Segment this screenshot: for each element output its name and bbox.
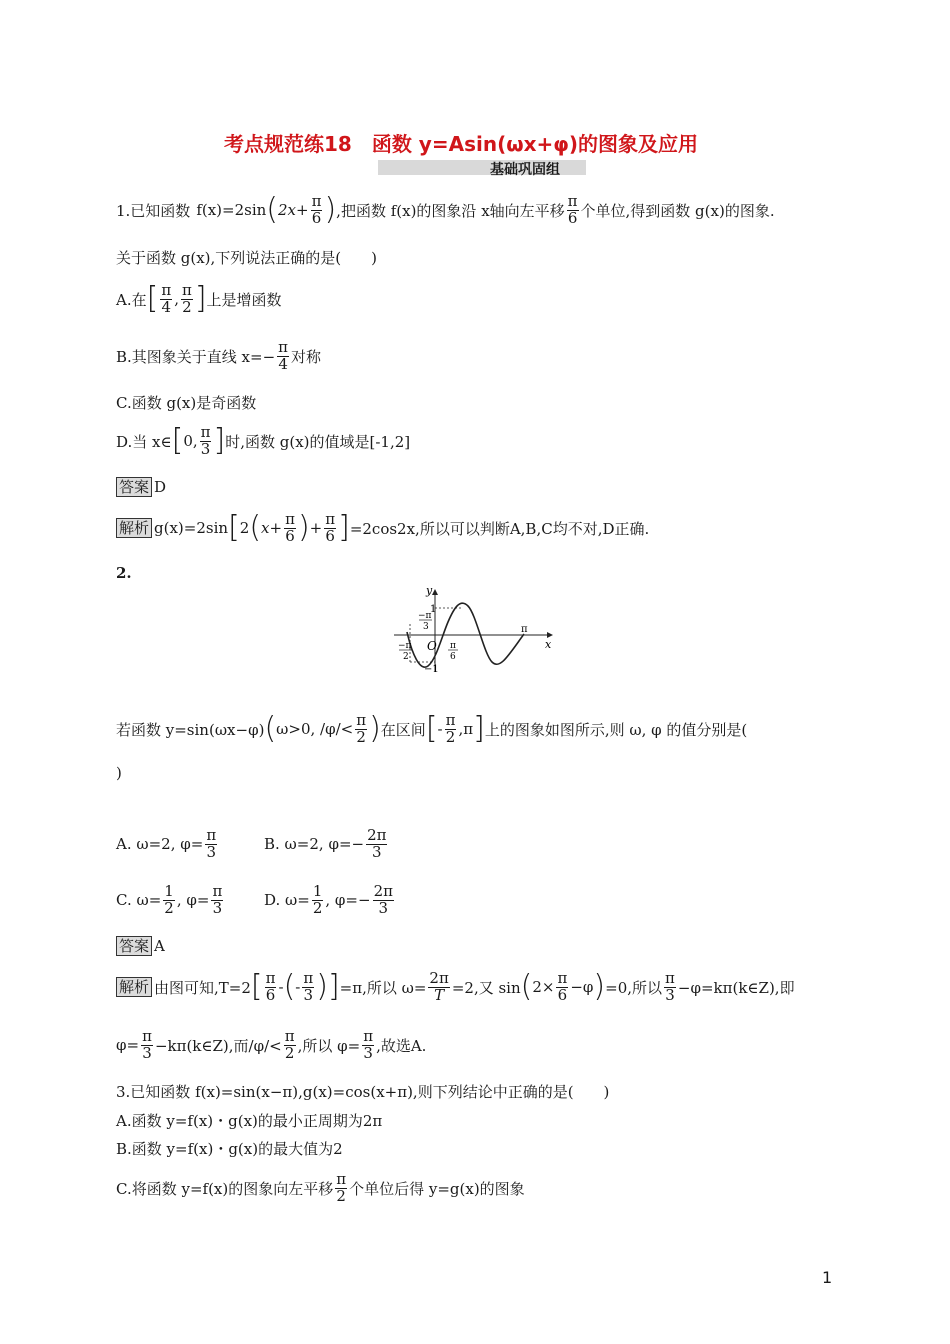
q2-stem-mid: 在区间 (380, 720, 426, 739)
q1-an-post: =2cos2x,所以可以判断A,B,C均不对,D正确. (349, 519, 650, 538)
frac-pi3: $\frac{\pi}{3}$ (363, 1026, 374, 1062)
q1-optA-pre: A.在 (116, 290, 147, 309)
paren-open: ( (264, 711, 277, 746)
q1-an-2: 2 (239, 519, 250, 537)
frac-pi2: $\frac{\pi}{2}$ (336, 1169, 347, 1205)
page-number: 1 (822, 1268, 833, 1287)
frac-pi3: $\frac{\pi}{3}$ (303, 968, 314, 1004)
q2-stem: 若函数 y=sin(ωx−φ) ( ω>0, /φ/< $\frac{\pi}{2}$ ) 在区间 [ - $\frac{\pi}{2}$ ,π ] 上的图象如图所示,则 ω, φ 的值分别是( (116, 710, 748, 746)
frac-pi6: $\frac{\pi}{6}$ (265, 968, 276, 1004)
answer-value: A (154, 937, 165, 955)
q2-stem-pre: 若函数 y=sin(ωx−φ) (116, 720, 265, 739)
q1-option-a: A.在 [ $\frac{\pi}{4}$ , $\frac{\pi}{2}$ ] 上是增函数 (116, 280, 282, 316)
q1-an-x: x+ (261, 519, 283, 537)
q2-number: 2. (116, 564, 132, 582)
neg-one-label: −1 (424, 664, 439, 675)
pi-label: π (521, 624, 528, 635)
pi6-den: 6 (450, 652, 456, 662)
bracket-open: [ (250, 969, 263, 1004)
neg-pi3-den: 3 (423, 622, 429, 632)
one-label: 1 (430, 604, 437, 615)
paren-open: ( (520, 969, 533, 1004)
paren-open: ( (283, 969, 296, 1004)
frac-pi2: $\frac{\pi}{2}$ (356, 710, 367, 746)
frac-pi2: $\frac{\pi}{2}$ (284, 1026, 295, 1062)
subtitle: 基础巩固组 (490, 162, 560, 178)
q2-analysis-line1: 解析 由图可知,T=2 [ $\frac{\pi}{6}$ - ( - $\frac{\pi}{3}$ ) ] =π,所以 ω= $\frac{2\pi}{T}$ =2,又 sin ( 2× $\frac{\pi}{6}$ −φ ) =0,所以 $\frac{\pi}{3}$ −φ=kπ(k∈Z),即 (116, 962, 795, 1012)
bracket-open: [ (171, 423, 184, 458)
frac-pi3: $\frac{\pi}{3}$ (206, 825, 217, 861)
frac-half: $\frac{1}{2}$ (164, 881, 174, 917)
q2-stem-post: 上的图象如图所示,则 ω, φ 的值分别是( (484, 720, 748, 739)
bracket-open: [ (146, 281, 159, 316)
paren-open: ( (266, 192, 279, 227)
bracket-close: ] (338, 510, 350, 545)
q1-an-plus: + (309, 519, 323, 537)
frac-pi2: $\frac{\pi}{2}$ (181, 280, 192, 316)
q2-option-a (116, 822, 219, 866)
paren-close: ) (297, 510, 310, 545)
q2-optD-mid: , φ=− (325, 891, 371, 909)
bracket-open: [ (425, 711, 438, 746)
pi6-num: π (450, 641, 456, 651)
analysis-tag: 解析 (116, 518, 152, 538)
neg-pi2-num: −π (398, 641, 412, 651)
frac-2pi-T: $\frac{2\pi}{T}$ (429, 968, 449, 1004)
frac-pi4: $\frac{\pi}{4}$ (161, 280, 172, 316)
q1-lead: 1.已知函数 (116, 201, 191, 220)
frac-2pi3: $\frac{2\pi}{3}$ (373, 881, 393, 917)
frac-pi6: $\frac{\pi}{6}$ (557, 968, 568, 1004)
q1-answer (116, 477, 166, 497)
answer-value: D (154, 478, 167, 496)
q1-optD-zero: 0, (183, 432, 198, 450)
q2-option-b (264, 822, 389, 866)
q2-an-mid2: =2,又 sin (451, 978, 521, 997)
frac-pi4-b: $\frac{\pi}{4}$ (278, 337, 289, 373)
q2-an2-post: ,故选A. (376, 1036, 427, 1055)
paren-close: ) (369, 711, 381, 746)
frac-pi6: $\frac{\pi}{6}$ (311, 191, 322, 227)
q1-analysis (116, 504, 649, 552)
q1-stem-line1 (116, 187, 775, 233)
paren-close: ) (593, 969, 606, 1004)
frac-pi3: $\frac{\pi}{3}$ (212, 881, 223, 917)
q2-an-mid3: =0,所以 (605, 978, 663, 997)
q2-an2-phi: φ= (116, 1036, 140, 1054)
frac-pi6-a: $\frac{\pi}{6}$ (285, 509, 295, 545)
sine-graph (390, 584, 560, 676)
bracket-close: ] (473, 711, 485, 746)
q1-optA-post: 上是增函数 (206, 290, 282, 309)
q2-an-pre: 由图可知,T=2 (154, 978, 251, 997)
y-label: y (426, 584, 433, 597)
q2-answer (116, 936, 165, 956)
analysis-tag: 解析 (116, 977, 152, 997)
q3-option-a: A.函数 y=f(x)・g(x)的最小正周期为2π (116, 1112, 383, 1130)
paren-close: ) (316, 969, 328, 1004)
q1-option-d (116, 418, 410, 464)
q1-optD-post: 时,函数 g(x)的值域是[-1,2] (225, 432, 411, 451)
q1-func: f(x)=2sin (196, 201, 267, 219)
q2-an-inner2: −φ (570, 978, 594, 996)
q2-an-inner: 2× (532, 978, 555, 996)
q2-optA-label: A. ω=2, φ= (116, 835, 204, 853)
q3-option-b: B.函数 y=f(x)・g(x)的最大值为2 (116, 1140, 343, 1158)
q3-option-c (116, 1166, 525, 1210)
frac-half: $\frac{1}{2}$ (312, 881, 323, 917)
frac-pi6-b: $\frac{\pi}{6}$ (325, 509, 336, 545)
page-title: 考点规范练18 函数 y=Asin(ωx+φ)的图象及应用 (224, 132, 699, 156)
frac-2pi3: $\frac{2\pi}{3}$ (367, 825, 387, 861)
q1-optD-pre: D.当 x∈ (116, 432, 172, 451)
q2-an2-mid: −kπ(k∈Z),而/φ/< (154, 1036, 282, 1055)
q2-optC-label: C. ω= (116, 891, 162, 909)
frac-pi3: $\frac{\pi}{3}$ (142, 1026, 152, 1062)
q2-an2-mid2: ,所以 φ= (297, 1036, 361, 1055)
q3-optC-pre: C.将函数 y=f(x)的图象向左平移 (116, 1179, 334, 1198)
frac-pi3: $\frac{\pi}{3}$ (200, 422, 211, 458)
q3-stem: 3.已知函数 f(x)=sin(x−π),g(x)=cos(x+π),则下列结论中正确的是( ) (116, 1083, 610, 1101)
q2-analysis-line2 (116, 1022, 426, 1068)
answer-tag: 答案 (116, 477, 152, 497)
q1-an-pre: g(x)=2sin (154, 519, 229, 537)
neg-pi3-num: −π (418, 611, 432, 621)
q2-stem-int-pi: ,π (458, 720, 474, 738)
answer-tag: 答案 (116, 936, 152, 956)
frac-shift: $\frac{\pi}{6}$ (567, 191, 578, 227)
q2-stem-cond: ω>0, /φ/< (276, 720, 354, 738)
q2-an-mid1: =π,所以 ω= (339, 978, 427, 997)
paren-close: ) (324, 192, 337, 227)
q2-option-c (116, 878, 225, 922)
frac-pi3: $\frac{\pi}{3}$ (665, 968, 675, 1004)
q2-optC-mid: , φ= (176, 891, 210, 909)
neg-pi2-den: 2 (403, 652, 409, 662)
bracket-close: ] (213, 423, 226, 458)
x-label: x (545, 638, 552, 651)
q2-option-d (264, 878, 396, 922)
q2-stem-close: ) (116, 764, 122, 782)
q2-an-mid4: −φ=kπ(k∈Z),即 (677, 978, 795, 997)
q3-optC-post: 个单位后得 y=g(x)的图象 (349, 1179, 525, 1198)
frac-neg-pi2: $\frac{\pi}{2}$ (445, 710, 456, 746)
paren-open: ( (249, 510, 262, 545)
origin-label: O (427, 639, 437, 653)
q1-option-b (116, 334, 321, 378)
q1-tail: 个单位,得到函数 g(x)的图象. (580, 201, 775, 220)
bracket-close: ] (327, 969, 340, 1004)
q1-optB-pre: B.其图象关于直线 x=− (116, 347, 276, 366)
q1-option-c: C.函数 g(x)是奇函数 (116, 394, 257, 412)
q1-optB-post: 对称 (291, 347, 322, 366)
bracket-open: [ (228, 510, 240, 545)
q2-optB-label: B. ω=2, φ=− (264, 835, 365, 853)
q1-mid: ,把函数 f(x)的图象沿 x轴向左平移 (336, 201, 565, 220)
q1-inner: 2x+ (278, 201, 309, 219)
q2-optD-label: D. ω= (264, 891, 310, 909)
q1-stem-line2: 关于函数 g(x),下列说法正确的是( ) (116, 249, 378, 267)
bracket-close: ] (194, 281, 207, 316)
